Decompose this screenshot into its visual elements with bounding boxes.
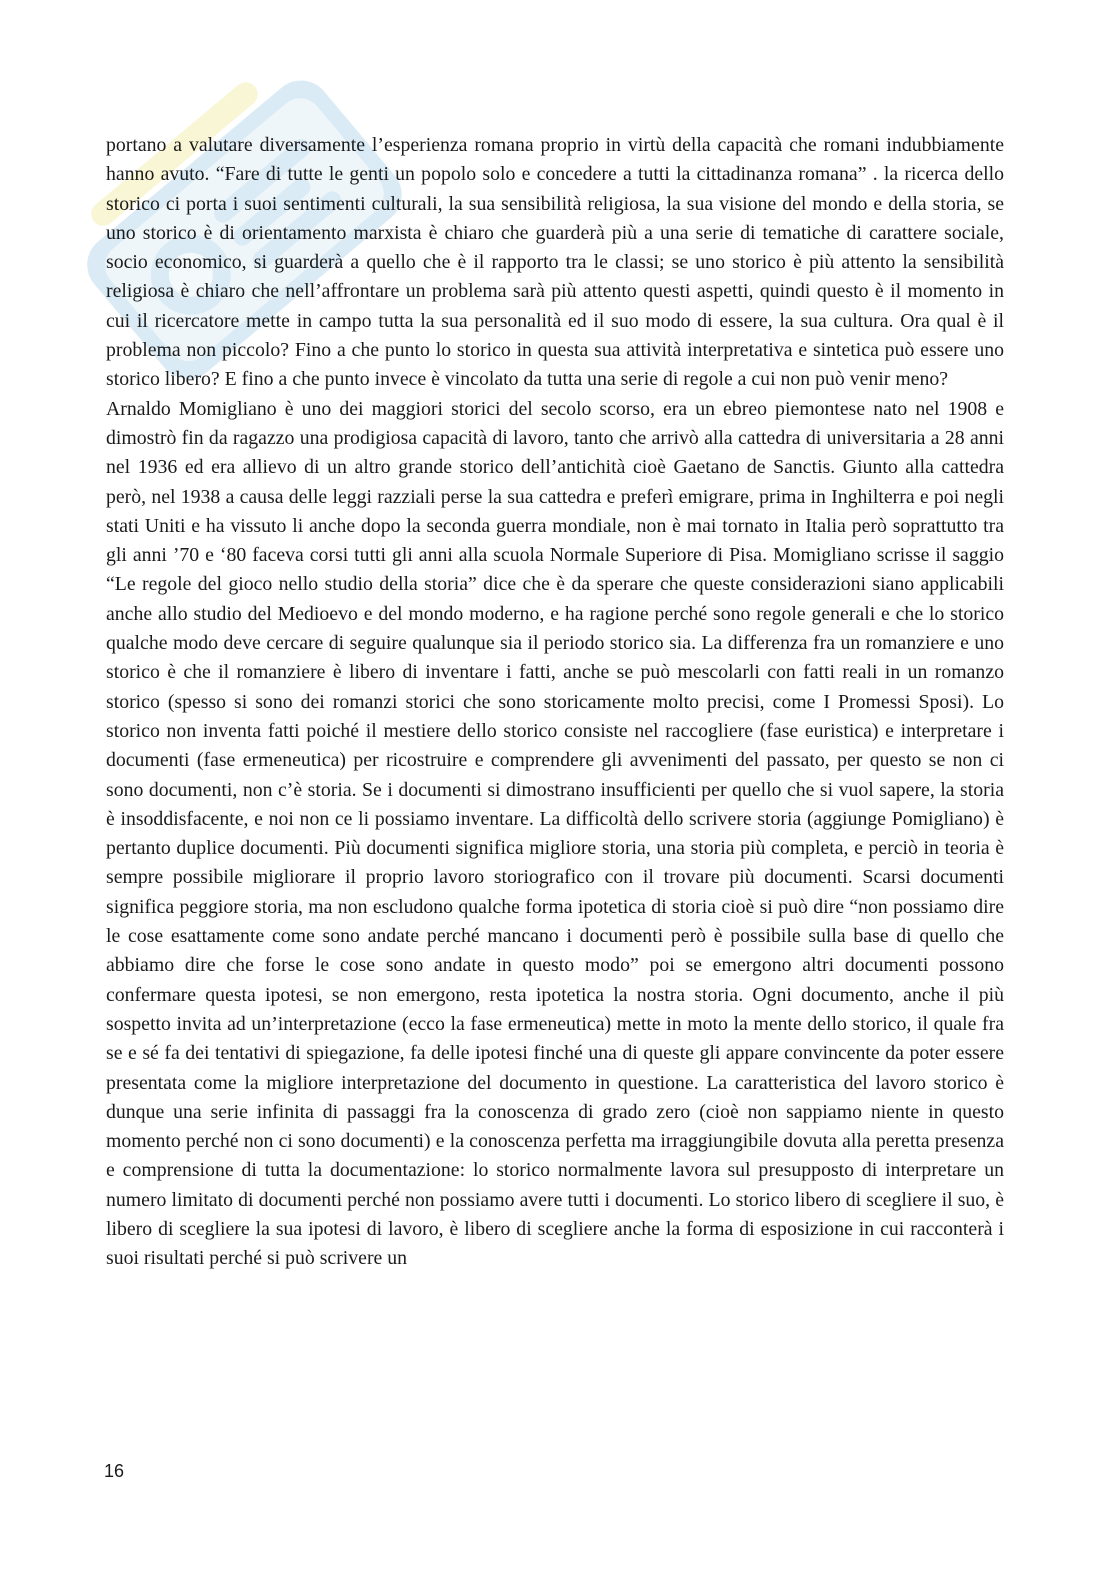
paragraph-1: portano a valutare diversamente l’esperienza romana proprio in virtù della capacità che romani indubbiamente hanno avuto. “Fare di tutte le genti un popolo solo e concedere a tutti la cittadinanza romana” . la ricerca dello storico ci porta i suoi sentimenti culturali, la sua sensibilità religiosa, la sua visione del mondo e della storia, se uno storico è di orientamento marxista è chiaro che guarderà più a una serie di tematiche di carattere sociale, socio economico, si guarderà a quello che è il rapporto tra le classi; se uno storico è più attento la sensibilità religiosa è chiaro che nell’affrontare un problema sarà più attento questi aspetti, quindi questo è il momento in cui il ricercatore mette in campo tutta la sua personalità ed il suo modo di essere, la sua cultura. Ora qual è il problema non piccolo? Fino a che punto lo storico in questa sua attività interpretativa e sintetica può essere uno storico libero? E fino a che punto invece è vincolato da tutta una serie di regole a cui non può venir meno?: [106, 134, 1004, 391]
paragraph-2: Arnaldo Momigliano è uno dei maggiori storici del secolo scorso, era un ebreo piemontese nato nel 1908 e dimostrò fin da ragazzo una prodigiosa capacità di lavoro, tanto che arrivò alla cattedra di universitaria a 28 anni nel 1936 ed era allievo di un altro grande storico dell’antichità cioè Gaetano de Sanctis. Giunto alla cattedra però, nel 1938 a causa delle leggi razziali perse la sua cattedra e preferì emigrare, prima in Inghilterra e poi negli stati Uniti e ha vissuto li anche dopo la seconda guerra mondiale, non è mai tornato in Italia però soprattutto tra gli anni ’70 e ‘80 faceva corsi tutti gli anni alla scuola Normale Superiore di Pisa. Momigliano scrisse il saggio “Le regole del gioco nello studio della storia” dice che è da sperare che queste considerazioni siano applicabili anche allo studio del Medioevo e del mondo moderno, e ha ragione perché sono regole generali e che lo storico qualche modo deve cercare di seguire qualunque sia il periodo storico sia. La differenza fra un romanziere e uno storico è che il romanziere è libero di inventare i fatti, anche se può mescolarli con fatti reali in un romanzo storico (spesso si sono dei romanzi storici che sono storicamente molto precisi, come I Promessi Sposi). Lo storico non inventa fatti poiché il mestiere dello storico consiste nel raccogliere (fase euristica) e interpretare i documenti (fase ermeneutica) per ricostruire e comprendere gli avvenimenti del passato, per questo se non ci sono documenti, non c’è storia. Se i documenti si dimostrano insufficienti per quello che si vuol sapere, la storia è insoddisfacente, e noi non ce li possiamo inventare. La difficoltà dello scrivere storia (aggiunge Pomigliano) è pertanto duplice documenti. Più documenti significa migliore storia, una storia più completa, e perciò in teoria è sempre possibile migliorare il proprio lavoro storiografico con il trovare più documenti. Scarsi documenti significa peggiore storia, ma non escludono qualche forma ipotetica di storia cioè si può dire “non possiamo dire le cose esattamente come sono andate perché mancano i documenti però è possibile sulla base di quello che abbiamo dire che forse le cose sono andate in questo modo” poi se emergono altri documenti possono confermare questa ipotesi, se non emergono, resta ipotetica la nostra storia. Ogni documento, anche il più sospetto invita ad un’interpretazione (ecco la fase ermeneutica) mette in moto la mente dello storico, il quale fra se e sé fa dei tentativi di spiegazione, fa delle ipotesi finché una di queste gli appare convincente da poter essere presentata come la migliore interpretazione del documento in questione. La caratteristica del lavoro storico è dunque una serie infinita di passaggi fra la conoscenza di grado zero (cioè non sappiamo niente in questo momento perché non ci sono documenti) e la conoscenza perfetta ma irraggiungibile dovuta alla peretta presenza e comprensione di tutta la documentazione: lo storico normalmente lavora sul presupposto di interpretare un numero limitato di documenti perché non possiamo avere tutti i documenti. Lo storico libero di scegliere il suo, è libero di scegliere la sua ipotesi di lavoro, è libero di scegliere anche la forma di esposizione in cui racconterà i suoi risultati perché si può scrivere un: [106, 397, 1004, 1270]
page-number: 16: [104, 1461, 125, 1481]
document-body: [106, 131, 1004, 1274]
